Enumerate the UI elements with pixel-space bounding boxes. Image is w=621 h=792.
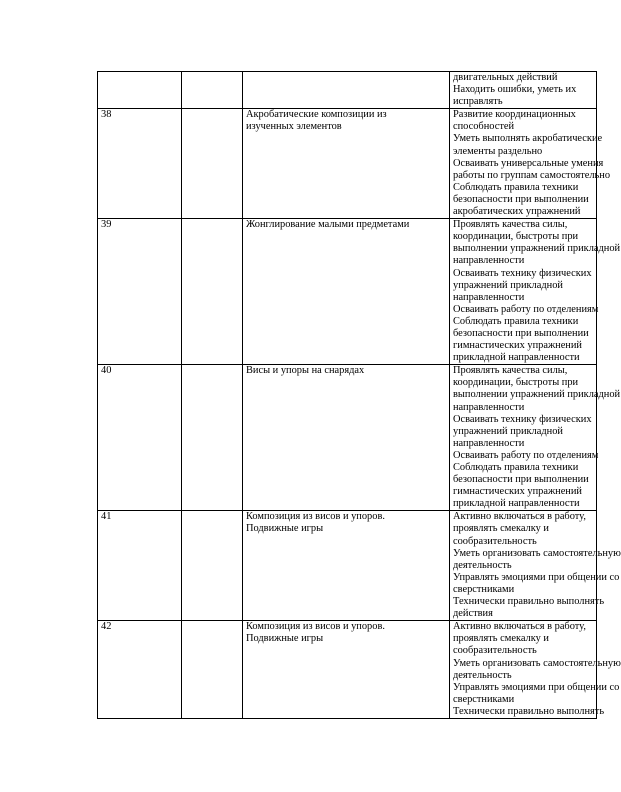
activity-line: работы по группам самостоятельно [453,169,611,181]
activity-line: исправлять [453,96,503,108]
activity-line: направленности [453,291,525,303]
activity-line: Осваивать работу по отделениям [453,303,599,315]
lesson-topic-cell [243,621,450,719]
learning-activities-cell [450,72,597,109]
activity-line: сообразительность [453,645,537,657]
activity-line: Проявлять качества силы, [453,219,568,231]
lesson-date-cell [182,511,243,621]
lesson-number-cell: 42 [98,621,182,719]
lesson-rows [98,72,621,719]
activity-line: Уметь выполнять акробатические [453,133,603,145]
activity-line: упражнений прикладной [453,279,563,291]
table-row [98,219,597,365]
activity-line: упражнений прикладной [453,425,563,437]
activity-line: Управлять эмоциями при общении со [453,681,620,693]
topic-line: изученных элементов [246,121,342,133]
activity-line: Управлять эмоциями при общении со [453,571,620,583]
table-row [98,511,597,621]
activity-line: сверстниками [453,583,515,595]
activity-line: направленности [453,437,525,449]
activity-line: двигательных действий [453,72,558,83]
lesson-number-cell: 41 [98,511,182,621]
activity-line: Осваивать работу по отделениям [453,449,599,461]
topic-line: Висы и упоры на снарядах [246,365,365,377]
topic-line: Акробатические композиции из [246,109,387,121]
activity-line: выполнении упражнений прикладной [453,243,621,255]
activity-line: гимнастических упражнений [453,340,582,352]
activity-line: Технически правильно выполнять [453,596,605,608]
activity-line: Активно включаться в работу, [453,621,586,633]
activity-line: выполнении упражнений прикладной [453,389,621,401]
lesson-topic-cell [243,511,450,621]
lesson-date-cell [182,219,243,365]
lesson-number-cell: 39 [98,219,182,365]
table-row [98,109,597,219]
activity-line: прикладной направленности [453,352,580,364]
topic-line: Композиция из висов и упоров. [246,511,385,523]
learning-activities-cell [450,219,621,365]
lesson-topic-cell [243,72,450,109]
activity-line: Развитие координационных [453,109,576,121]
activity-line: проявлять смекалку и [453,523,549,535]
activity-line: Соблюдать правила техники [453,181,579,193]
learning-activities-cell [450,365,621,511]
activity-line: координации, быстроты при [453,231,579,243]
learning-activities-cell [450,511,621,621]
activity-line: гимнастических упражнений [453,486,582,498]
table-row [98,72,597,109]
activity-line: деятельность [453,669,512,681]
lesson-topic-cell [243,109,450,219]
activity-line: действия [453,608,493,620]
activity-line: Соблюдать правила техники [453,315,579,327]
activity-line: акробатических упражнений [453,206,581,218]
table-row [98,365,597,511]
lesson-number-cell: 40 [98,365,182,511]
lesson-date-cell [182,365,243,511]
lesson-number-cell: 38 [98,109,182,219]
activity-line: направленности [453,401,525,413]
activity-line: координации, быстроты при [453,377,579,389]
activity-line: способностей [453,121,515,133]
learning-activities-cell [450,621,621,719]
activity-line: проявлять смекалку и [453,633,549,645]
lesson-topic-cell [243,365,450,511]
activity-line: безопасности при выполнении [453,474,589,486]
activity-line: элементы раздельно [453,145,543,157]
activity-line: Уметь организовать самостоятельную [453,657,621,669]
activity-line: Находить ошибки, уметь их [453,84,577,96]
activity-line: Технически правильно выполнять [453,705,605,717]
topic-line: Подвижные игры [246,523,324,535]
activity-line: прикладной направленности [453,498,580,510]
activity-line: деятельность [453,559,512,571]
topic-line: Композиция из висов и упоров. [246,621,385,633]
activity-line: Осваивать технику физических [453,413,592,425]
lesson-plan-table [97,71,621,719]
activity-line: безопасности при выполнении [453,193,589,205]
lesson-date-cell [182,621,243,719]
lesson-topic-cell [243,219,450,365]
lesson-date-cell [182,109,243,219]
activity-line: безопасности при выполнении [453,327,589,339]
table-row [98,621,597,719]
topic-line: Подвижные игры [246,633,324,645]
activity-line: Проявлять качества силы, [453,365,568,377]
activity-line: Осваивать универсальные умения [453,157,604,169]
activity-line: направленности [453,255,525,267]
activity-line: сверстниками [453,693,515,705]
activity-line: Уметь организовать самостоятельную [453,547,621,559]
lesson-number-cell [98,72,182,109]
activity-line: сообразительность [453,535,537,547]
learning-activities-cell [450,109,611,219]
activity-line: Осваивать технику физических [453,267,592,279]
activity-line: Соблюдать правила техники [453,462,579,473]
topic-line: Жонглирование малыми предметами [246,219,410,231]
activity-line: Активно включаться в работу, [453,511,586,523]
lesson-date-cell [182,72,243,109]
